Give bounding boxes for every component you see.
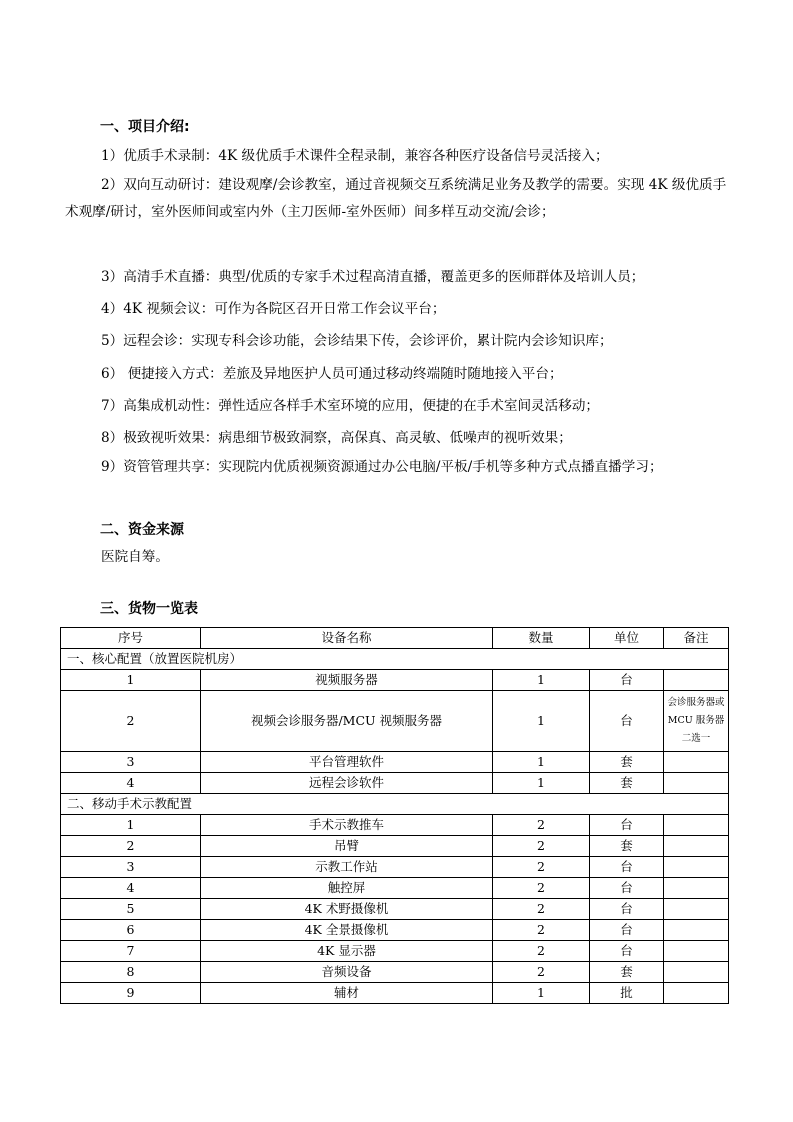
cell-remark [664,836,729,857]
intro-item-1: 1）优质手术录制：4K 级优质手术课件全程录制，兼容各种医疗设备信号灵活接入； [101,148,609,164]
cell-remark [664,899,729,920]
cell-device-name: 4K 全景摄像机 [201,920,493,941]
cell-quantity: 2 [493,941,590,962]
cell-index: 4 [61,773,201,794]
cell-quantity: 1 [493,670,590,691]
intro-item-2: 2）双向互动研讨：建设观摩/会诊教室，通过音视频交互系统满足业务及教学的需要。实现 4K 级优质手术观摩/研讨，室外医师间或室内外（主刀医师-室外医师）间多样互动交流/会诊； [65,177,727,220]
cell-device-name: 视频会诊服务器/MCU 视频服务器 [201,691,493,752]
cell-device-name: 4K 显示器 [201,941,493,962]
table-group-row [61,649,729,670]
cell-remark [664,878,729,899]
cell-index: 1 [61,815,201,836]
table-row [61,773,729,794]
cell-device-name: 远程会诊软件 [201,773,493,794]
cell-unit: 台 [590,920,664,941]
header-unit: 单位 [590,628,664,649]
cell-quantity: 1 [493,752,590,773]
cell-quantity: 2 [493,962,590,983]
table-row [61,962,729,983]
cell-device-name: 音频设备 [201,962,493,983]
table-row [61,878,729,899]
cell-device-name: 吊臂 [201,836,493,857]
intro-item-6: 6） 便捷接入方式：差旅及异地医护人员可通过移动终端随时随地接入平台； [101,366,563,382]
cell-remark [664,983,729,1004]
cell-remark [664,752,729,773]
cell-device-name: 示教工作站 [201,857,493,878]
cell-index: 3 [61,752,201,773]
header-index: 序号 [61,628,201,649]
table-row [61,815,729,836]
table-row [61,691,729,752]
header-device-name: 设备名称 [201,628,493,649]
header-remark: 备注 [664,628,729,649]
cell-remark [664,920,729,941]
cell-index: 3 [61,857,201,878]
table-row [61,670,729,691]
intro-item-9: 9）资管管理共享：实现院内优质视频资源通过办公电脑/平板/手机等多种方式点播直播学习； [101,459,663,475]
cell-quantity: 1 [493,983,590,1004]
table-row [61,857,729,878]
cell-device-name: 辅材 [201,983,493,1004]
table-row [61,983,729,1004]
cell-remark [664,815,729,836]
cell-index: 6 [61,920,201,941]
cell-device-name: 平台管理软件 [201,752,493,773]
cell-index: 8 [61,962,201,983]
cell-device-name: 手术示教推车 [201,815,493,836]
cell-index: 2 [61,691,201,752]
table-row [61,836,729,857]
goods-table [60,627,729,1004]
table-row [61,941,729,962]
cell-quantity: 1 [493,691,590,752]
cell-quantity: 2 [493,857,590,878]
funding-text: 医院自筹。 [101,549,169,565]
section-1-heading: 一、项目介绍: [100,119,190,135]
cell-remark [664,773,729,794]
cell-index: 9 [61,983,201,1004]
intro-item-3: 3）高清手术直播：典型/优质的专家手术过程高清直播，覆盖更多的医师群体及培训人员； [101,269,645,285]
cell-unit: 批 [590,983,664,1004]
cell-unit: 台 [590,857,664,878]
table-row [61,920,729,941]
cell-index: 5 [61,899,201,920]
cell-quantity: 1 [493,773,590,794]
cell-remark: 会诊服务器或MCU 服务器二选一 [664,691,729,752]
cell-device-name: 视频服务器 [201,670,493,691]
cell-remark [664,962,729,983]
table-row [61,752,729,773]
table-header-row [61,628,729,649]
cell-unit: 台 [590,670,664,691]
cell-quantity: 2 [493,899,590,920]
cell-unit: 套 [590,962,664,983]
cell-unit: 台 [590,941,664,962]
cell-index: 2 [61,836,201,857]
table-row [61,899,729,920]
cell-unit: 套 [590,773,664,794]
cell-remark [664,670,729,691]
group-title: 二、移动手术示教配置 [61,794,729,815]
cell-quantity: 2 [493,878,590,899]
cell-index: 4 [61,878,201,899]
header-quantity: 数量 [493,628,590,649]
cell-index: 7 [61,941,201,962]
cell-index: 1 [61,670,201,691]
cell-unit: 台 [590,815,664,836]
cell-unit: 台 [590,878,664,899]
cell-remark [664,857,729,878]
section-3-heading: 三、货物一览表 [100,601,198,617]
cell-device-name: 触控屏 [201,878,493,899]
cell-quantity: 2 [493,836,590,857]
section-2-heading: 二、资金来源 [100,522,184,538]
intro-item-4: 4）4K 视频会议：可作为各院区召开日常工作会议平台； [101,301,446,317]
cell-unit: 台 [590,899,664,920]
table-group-row [61,794,729,815]
group-title: 一、核心配置（放置医院机房） [61,649,729,670]
cell-quantity: 2 [493,920,590,941]
intro-item-8: 8）极致视听效果：病患细节极致洞察，高保真、高灵敏、低噪声的视听效果； [101,430,572,446]
cell-unit: 套 [590,836,664,857]
cell-device-name: 4K 术野摄像机 [201,899,493,920]
intro-item-5: 5）远程会诊：实现专科会诊功能，会诊结果下传，会诊评价，累计院内会诊知识库； [101,333,613,349]
cell-remark [664,941,729,962]
cell-unit: 套 [590,752,664,773]
cell-unit: 台 [590,691,664,752]
cell-quantity: 2 [493,815,590,836]
intro-item-7: 7）高集成机动性：弹性适应各样手术室环境的应用，便捷的在手术室间灵活移动； [101,398,600,414]
